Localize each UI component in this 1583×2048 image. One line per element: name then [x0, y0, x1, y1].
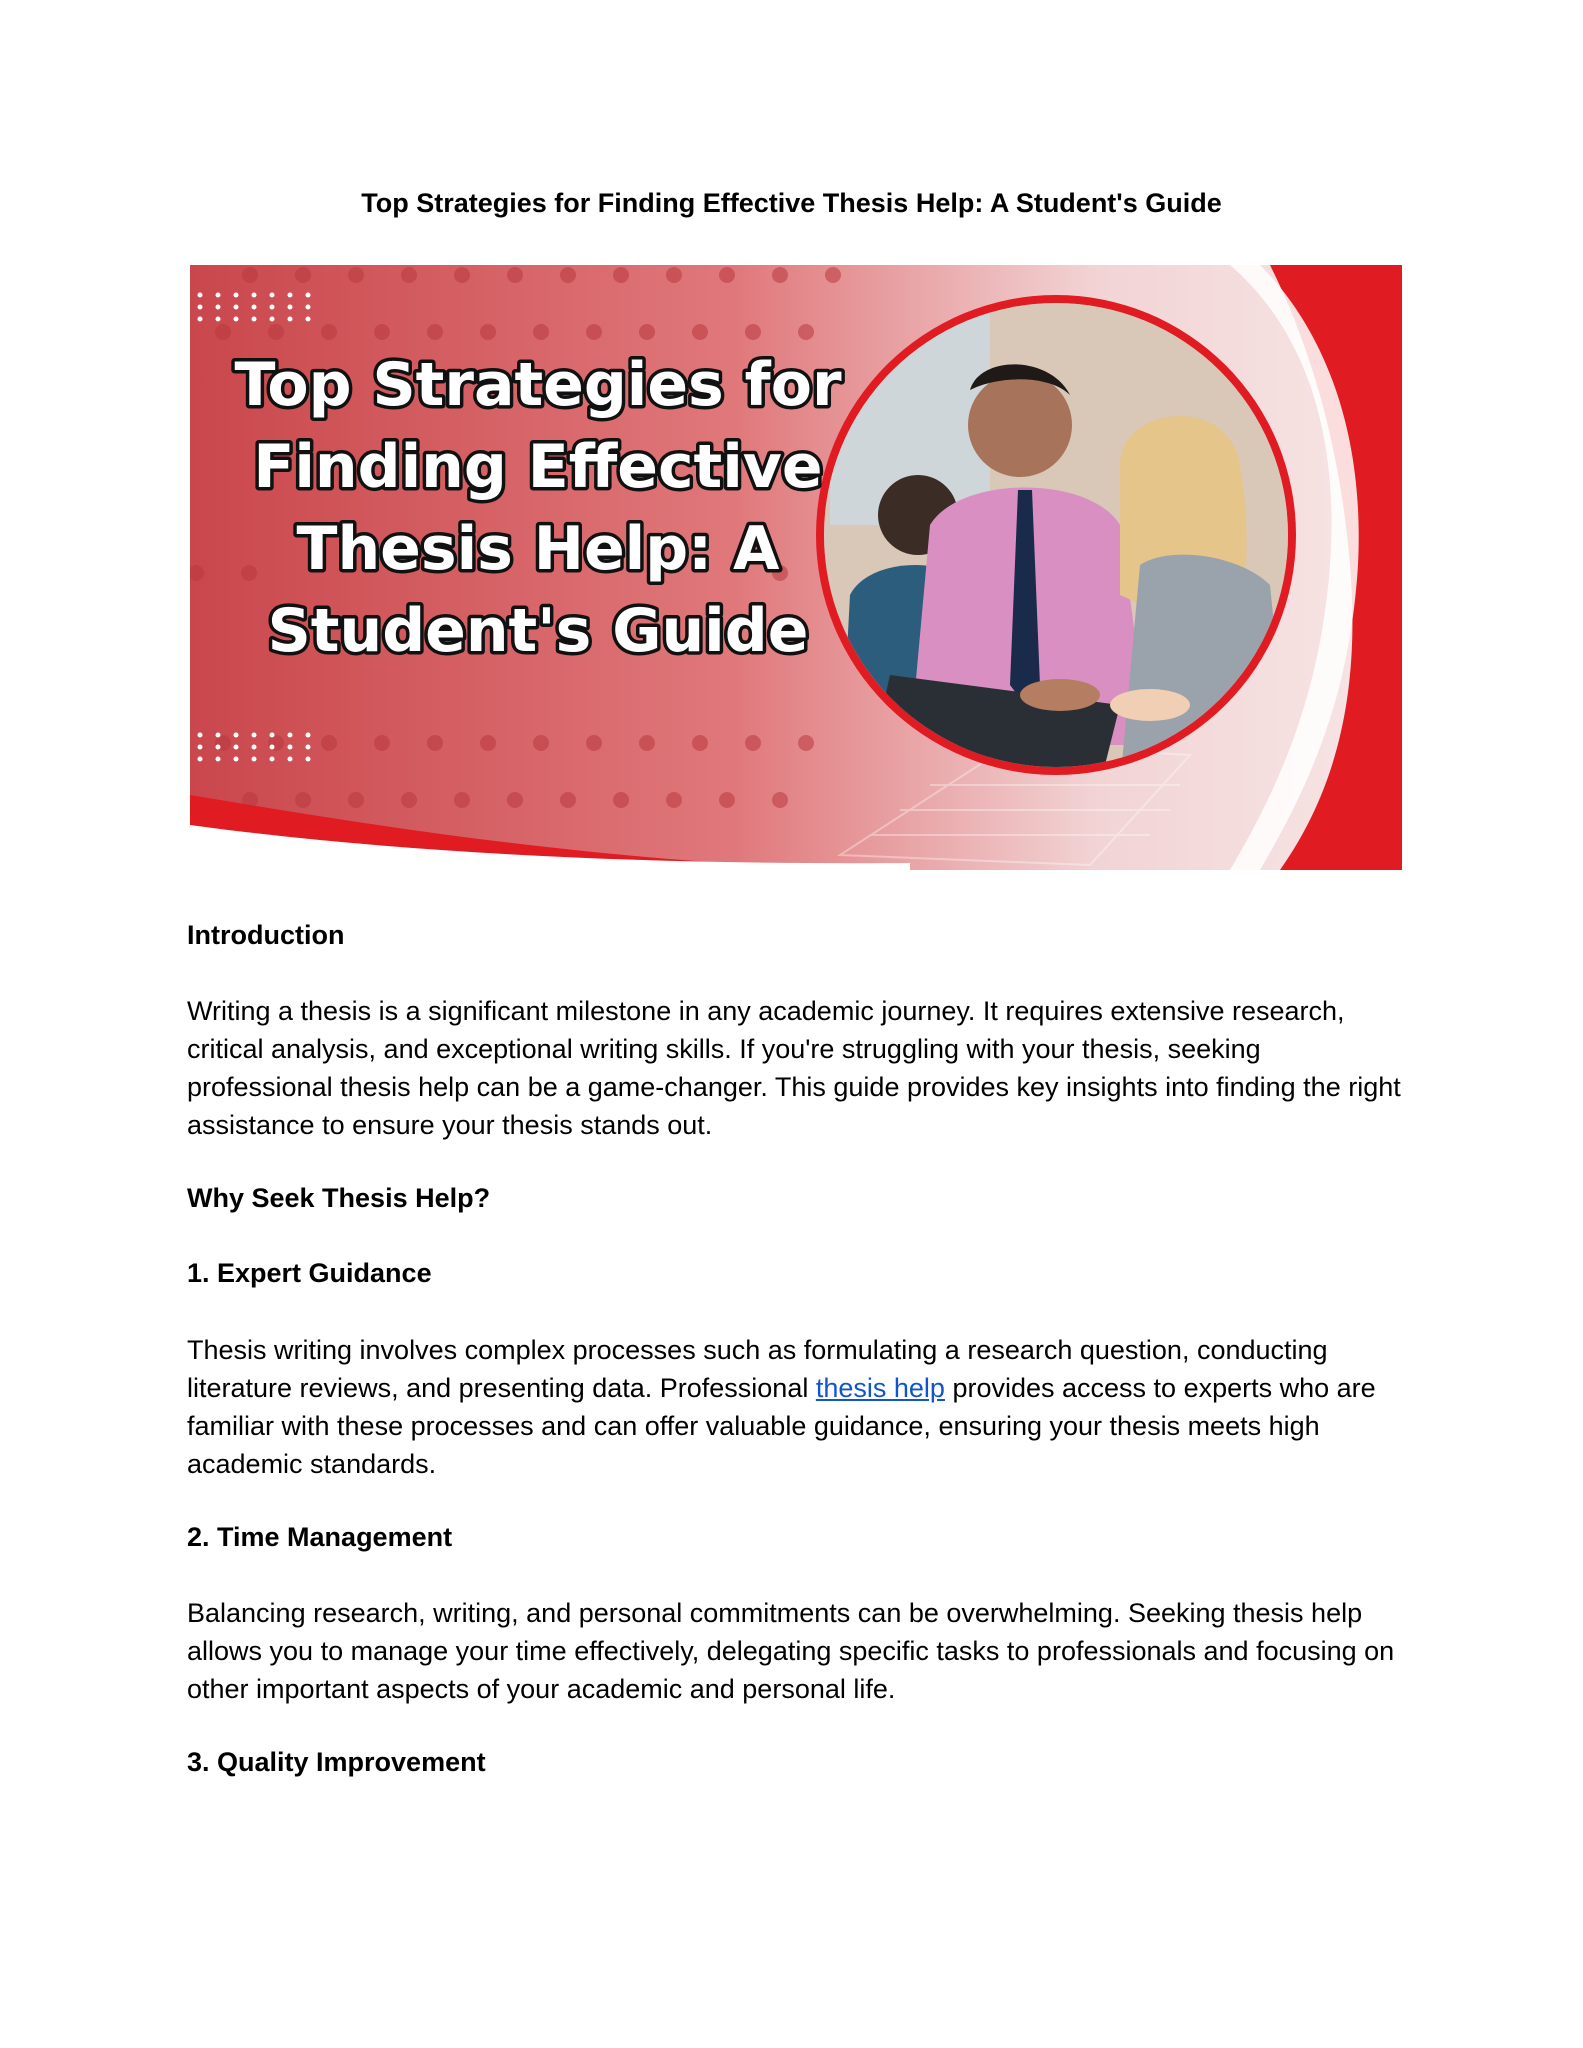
expert-text-before: Thesis writing involves complex processes such as formulating a research question, conducting literature reviews, and presenting data. Professional	[187, 1335, 1328, 1403]
expert-guidance-heading: 1. Expert Guidance	[187, 1258, 432, 1288]
time-management-paragraph: Balancing research, writing, and personal commitments can be overwhelming. Seeking thesis help allows you to manage your time effectively, delegating specific tasks to professionals and focusing on other important aspects of your academic and personal life.	[187, 1598, 1395, 1704]
introduction-heading: Introduction	[187, 920, 345, 950]
banner-line-1: Top Strategies for	[234, 350, 842, 420]
banner-line-2: Finding Effective	[253, 432, 823, 502]
quality-improvement-heading: 3. Quality Improvement	[187, 1747, 486, 1777]
introduction-paragraph: Writing a thesis is a significant milestone in any academic journey. It requires extensive research, critical analysis, and exceptional writing skills. If you're struggling with your thesis, seeking professional thesis help can be a game-changer. This guide provides key insights into finding the right assistance to ensure your thesis stands out.	[187, 996, 1401, 1140]
why-seek-heading: Why Seek Thesis Help?	[187, 1183, 491, 1213]
document-title: Top Strategies for Finding Effective Thesis Help: A Student's Guide	[361, 188, 1222, 218]
banner-line-3: Thesis Help: A	[296, 514, 780, 584]
expert-guidance-paragraph	[187, 1331, 1407, 1483]
banner-image	[190, 265, 1402, 870]
banner-line-4: Student's Guide	[267, 596, 809, 666]
expert-text-after: provides access to experts who are familiar with these processes and can offer valuable guidance, ensuring your thesis meets high academic standards.	[187, 1373, 1376, 1479]
thesis-help-link[interactable]: thesis help	[815, 1373, 945, 1403]
time-management-heading: 2. Time Management	[187, 1522, 453, 1552]
